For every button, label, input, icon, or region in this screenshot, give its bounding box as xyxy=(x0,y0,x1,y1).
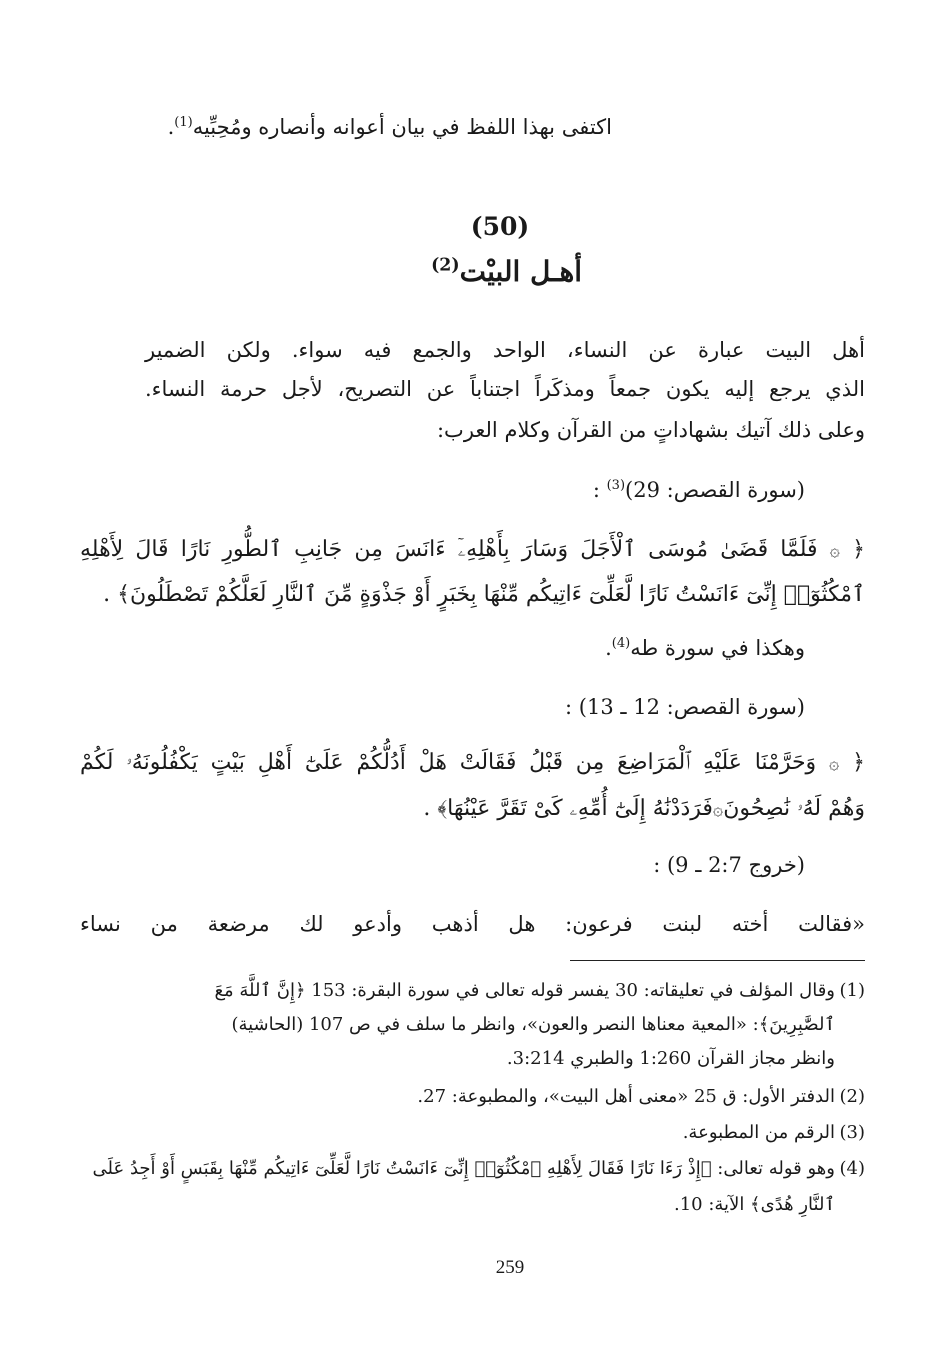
footnote-1-line-1 xyxy=(214,980,865,1002)
footnote-3-number: (3) xyxy=(839,1122,865,1143)
ornament-icon: ۞ xyxy=(829,754,840,774)
quran-1-text-line-2: ٱمْكُثُوٓا۟ إِنِّىٓ ءَانَسْتُ نَارًا لَّعَلِّىٓ ءَاتِيكُم مِّنْهَا بِخَبَرٍ أَوْ جَذْوَةٍ مِّنَ ٱلنَّارِ لَعَلَّكُمْ تَصْطَلُونَ xyxy=(130,582,865,607)
footnote-2 xyxy=(417,1086,865,1108)
top-line-end: . xyxy=(167,115,175,139)
section-title xyxy=(431,255,582,288)
footnote-1-line-2: ٱلصَّٰبِرِينَ﴾: «المعية معناها النصر والعون»، وانظر ما سلف في ص 107 (الحاشية) xyxy=(231,1014,835,1035)
quran-quote-2-line-2 xyxy=(423,796,865,822)
quran-close-bracket-2: ﴾ xyxy=(437,796,448,821)
footnote-4-number: (4) xyxy=(839,1158,865,1179)
quran-2-end: . xyxy=(423,796,431,821)
footnote-2-number: (2) xyxy=(839,1086,865,1107)
quran-quote-1-line-1 xyxy=(80,537,865,563)
body-line-3: وعلى ذلك آتيك بشهاداتٍ من القرآن وكلام العرب: xyxy=(436,418,865,442)
section-number: (50) xyxy=(470,212,530,241)
footnote-ref-3: (3) xyxy=(606,478,626,493)
footnote-4-line-2: ٱلنَّارِ هُدًى﴾ الآية: 10. xyxy=(673,1194,835,1215)
reference-2-end: : xyxy=(565,695,573,719)
reference-1-end: : xyxy=(592,478,600,502)
reference-2-text: (سورة القصص: 12 ـ 13) xyxy=(578,695,805,719)
reference-1-text: (سورة القصص: 29) xyxy=(625,478,805,502)
taha-line xyxy=(605,636,805,661)
footnote-4-text-1: وهو قوله تعالى: ﴿إِذْ رَءَا نَارًا فَقَالَ لِأَهْلِهِ ٱمْكُثُوٓا۟ إِنِّىٓ ءَانَسْتُ نَارًا لَّعَلِّىٓ ءَاتِيكُم مِّنْهَا بِقَبَسٍ أَوْ أَجِدُ عَلَى xyxy=(92,1158,835,1179)
footnote-ref-4: (4) xyxy=(611,636,631,651)
footnote-4-line-1 xyxy=(93,1158,865,1180)
quran-open-bracket-2: ﴿ xyxy=(852,750,866,775)
quran-1-end: . xyxy=(103,582,111,607)
quran-2-text-line-2b: فَرَدَدْنَٰهُ إِلَىٰٓ أُمِّهِۦ كَىْ تَقَرَّ عَيْنُهَا xyxy=(447,796,713,821)
footnote-ref-1: (1) xyxy=(174,115,193,130)
reference-3-text: (خروج 2:7 ـ 9) xyxy=(666,853,805,877)
verse-separator-icon: ۞ xyxy=(712,800,724,820)
page-number: 259 xyxy=(495,1257,525,1278)
footnote-ref-2: (2) xyxy=(431,255,460,276)
footnote-1-text-1: وقال المؤلف في تعليقاته: 30 يفسر قوله تعالى في سورة البقرة: 153 ﴿إِنَّ ٱللَّهَ مَعَ xyxy=(214,980,835,1001)
quran-2-text-line-1: وَحَرَّمْنَا عَلَيْهِ ٱلْمَرَاضِعَ مِن قَبْلُ فَقَالَتْ هَلْ أَدُلُّكُمْ عَلَىٰٓ أَهْلِ بَيْتٍ يَكْفُلُونَهُۥ لَكُمْ xyxy=(80,750,817,775)
body-line-2: الذي يرجع إليه يكون جمعاً ومذكَراً اجتناباً عن التصريح، لأجل حرمة النساء. xyxy=(145,377,865,401)
reference-3-end: : xyxy=(653,853,661,877)
footnote-2-text: الدفتر الأول: ق 25 «معنى أهل البيت»، والمطبوعة: 27. xyxy=(417,1086,835,1107)
body-line-1: أهل البيت عبارة عن النساء، الواحد والجمع فيه سواء. ولكن الضمير xyxy=(145,338,865,362)
quran-quote-1-line-2 xyxy=(103,582,865,608)
reference-2 xyxy=(565,695,805,720)
quran-2-text-line-2a: وَهُمْ لَهُۥ نَٰصِحُونَ xyxy=(723,796,865,821)
footnote-3 xyxy=(683,1122,865,1144)
ornament-icon: ۞ xyxy=(829,541,840,561)
reference-3 xyxy=(653,853,805,878)
top-line-text: اكتفى بهذا اللفظ في بيان أعوانه وأنصاره ومُحِبِّيه xyxy=(192,115,612,139)
quran-close-bracket-1: ﴾ xyxy=(117,582,131,607)
footnote-1-line-3: وانظر مجاز القرآن 1:260 والطبري 3:214. xyxy=(506,1048,835,1069)
quran-1-text-line-1: فَلَمَّا قَضَىٰ مُوسَى ٱلْأَجَلَ وَسَارَ بِأَهْلِهِۦٓ ءَانَسَ مِن جَانِبِ ٱلطُّورِ نَارًا قَالَ لِأَهْلِهِ xyxy=(80,537,818,562)
quran-open-bracket-1: ﴿ xyxy=(852,537,865,562)
taha-end: . xyxy=(605,636,612,660)
exodus-quote-line: «فقالت أخته لبنت فرعون: هل أذهب وأدعو لك مرضعة من نساء xyxy=(80,912,865,936)
footnote-1-number: (1) xyxy=(839,980,865,1001)
footnote-divider xyxy=(570,960,865,961)
taha-text: وهكذا في سورة طه xyxy=(630,636,805,660)
section-title-text: أهـل البيْت xyxy=(459,255,582,288)
quran-quote-2-line-1 xyxy=(80,750,865,776)
top-line xyxy=(168,115,612,140)
footnote-3-text: الرقم من المطبوعة. xyxy=(682,1122,835,1143)
reference-1 xyxy=(593,478,805,503)
